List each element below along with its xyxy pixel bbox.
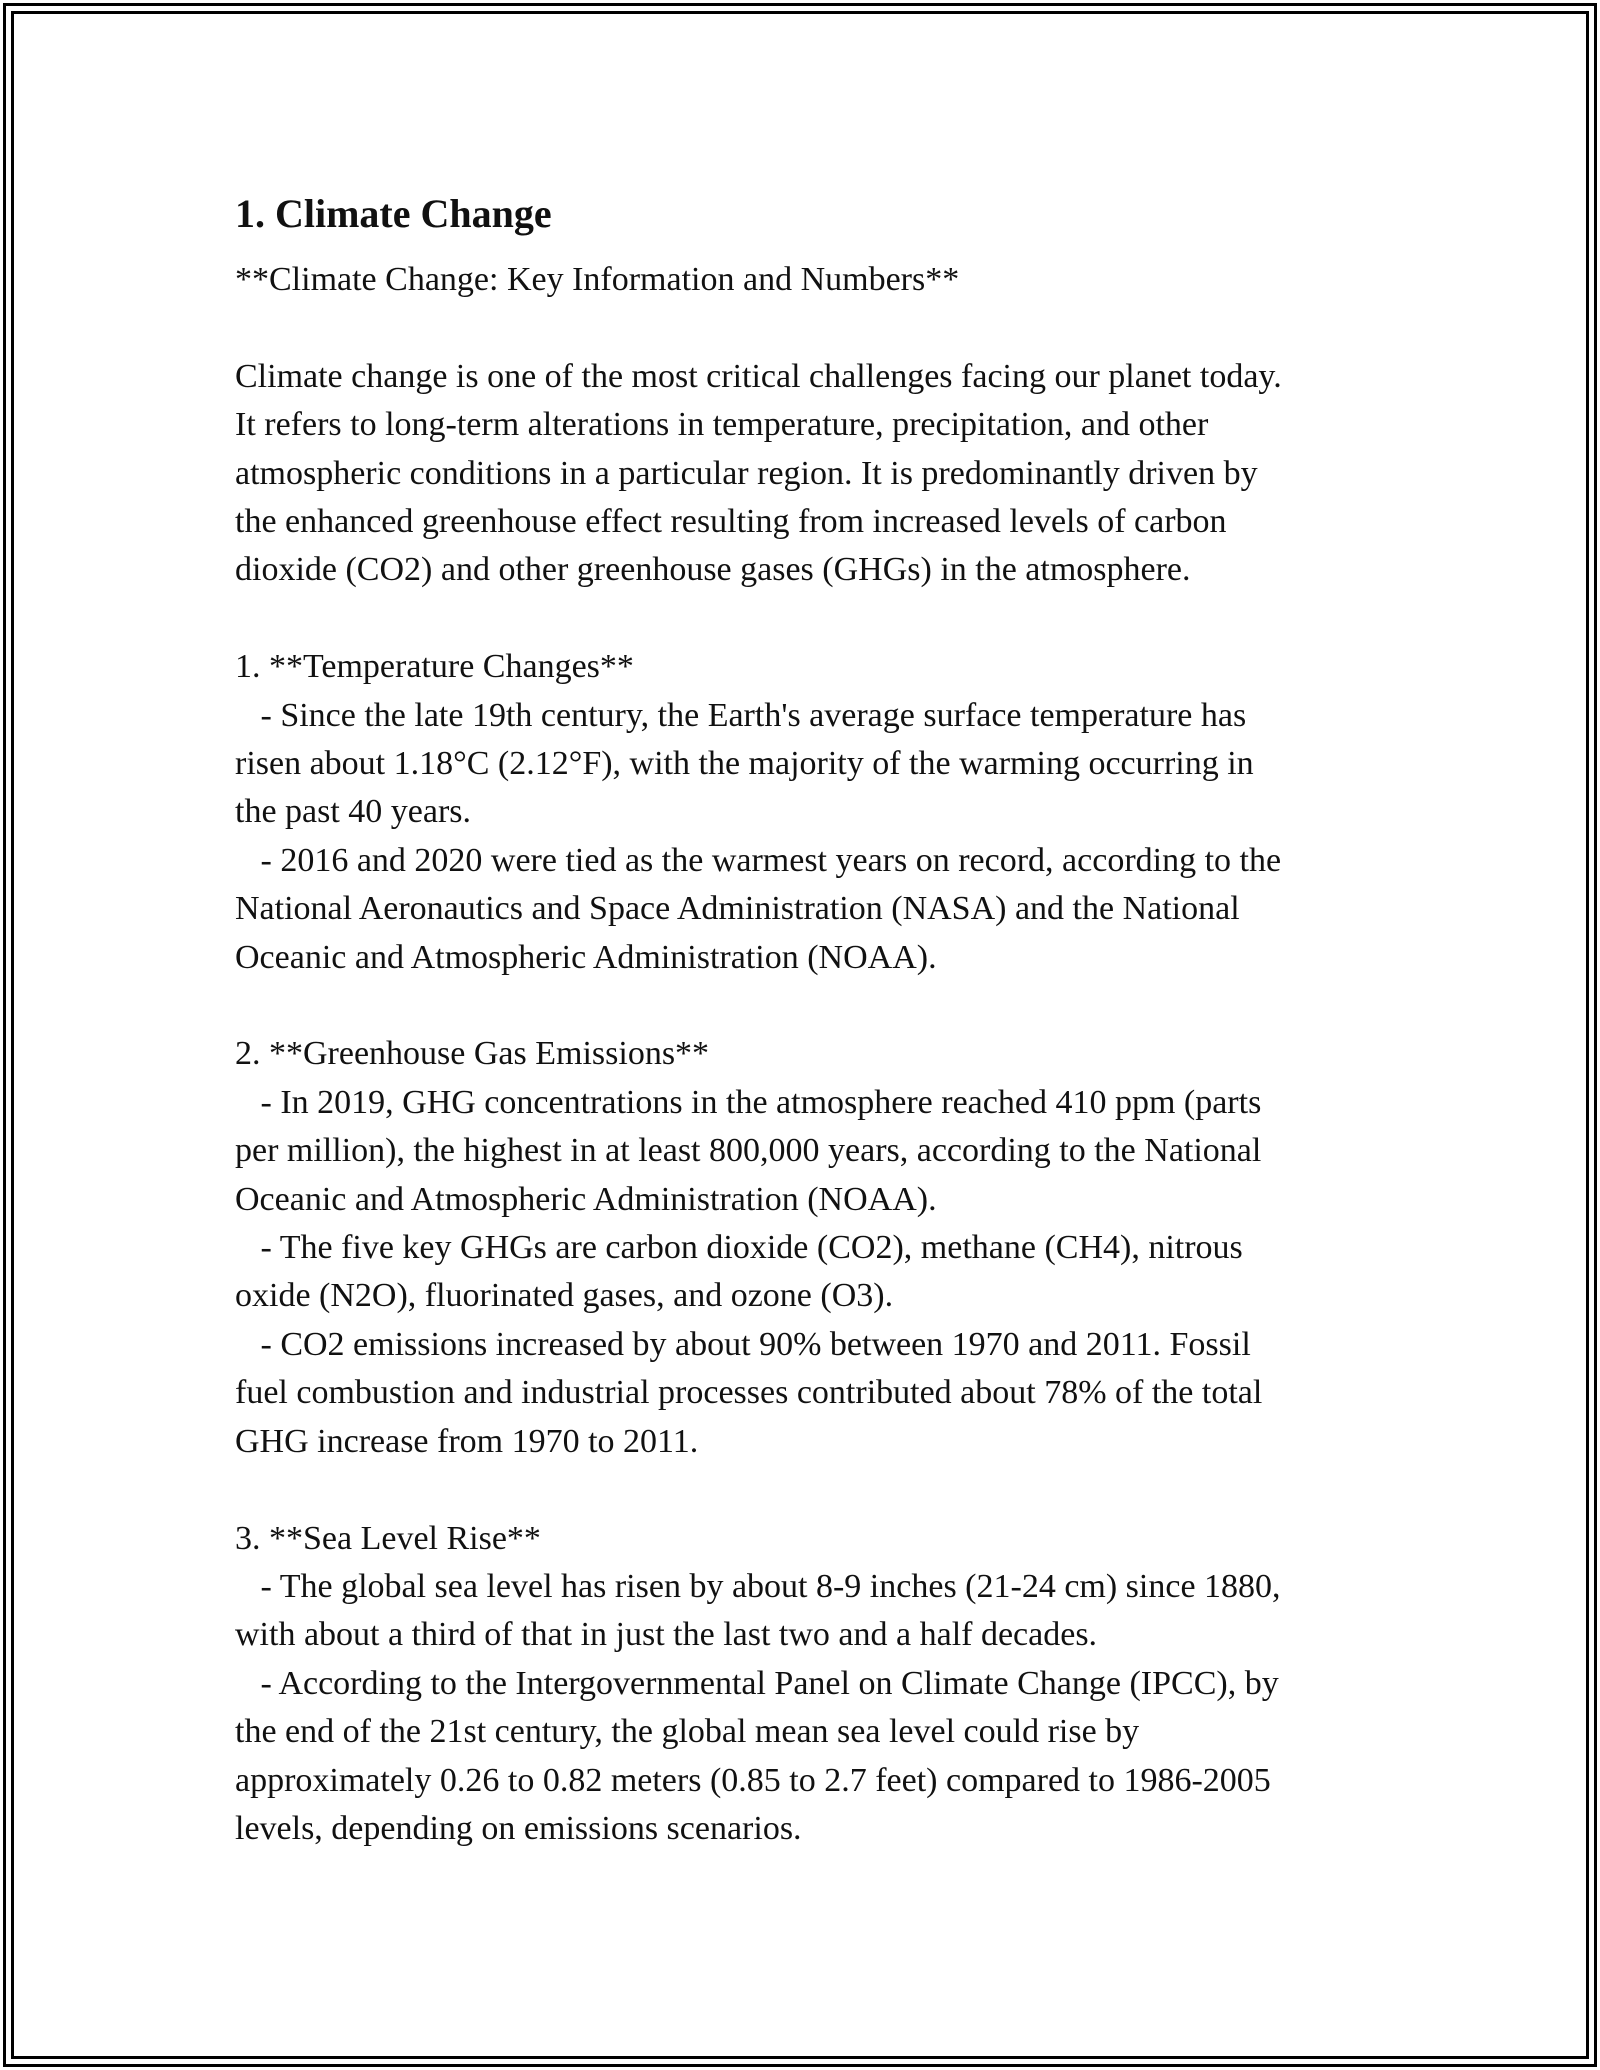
document-content [235, 186, 1385, 1853]
section-sea-level-rise [235, 1515, 1385, 1854]
section-line: approximately 0.26 to 0.82 meters (0.85 to 2.7 feet) compared to 1986-2005 [235, 1761, 1271, 1799]
intro-line: dioxide (CO2) and other greenhouse gases (GHGs) in the atmosphere. [235, 551, 1191, 589]
section-line: per million), the highest in at least 800,000 years, according to the National [235, 1132, 1262, 1170]
section-line: - CO2 emissions increased by about 90% between 1970 and 2011. Fossil [235, 1325, 1251, 1363]
blank-line [235, 595, 1385, 643]
blank-line [235, 982, 1385, 1030]
document-body [235, 256, 1385, 1853]
intro-line: the enhanced greenhouse effect resulting from increased levels of carbon [235, 503, 1227, 541]
section-line: fuel combustion and industrial processes contributed about 78% of the total [235, 1374, 1263, 1412]
blank-line [235, 1466, 1385, 1514]
section-greenhouse-gas-emissions [235, 1030, 1385, 1466]
section-line: - In 2019, GHG concentrations in the atmosphere reached 410 ppm (parts [235, 1083, 1262, 1121]
intro-line: Climate change is one of the most critical challenges facing our planet today. [235, 357, 1282, 395]
section-line: - Since the late 19th century, the Earth's average surface temperature has [235, 696, 1247, 734]
section-line: National Aeronautics and Space Administration (NASA) and the National [235, 890, 1240, 928]
section-line: - The global sea level has risen by about 8-9 inches (21-24 cm) since 1880, [235, 1567, 1281, 1605]
section-temperature-changes [235, 643, 1385, 982]
section-line: Oceanic and Atmospheric Administration (NOAA). [235, 938, 937, 976]
section-line: - According to the Intergovernmental Panel on Climate Change (IPCC), by [235, 1664, 1279, 1702]
document-subtitle: **Climate Change: Key Information and Numbers** [235, 261, 960, 298]
section-line: levels, depending on emissions scenarios. [235, 1809, 802, 1847]
document-title: 1. Climate Change [235, 191, 552, 236]
intro-line: It refers to long-term alterations in temperature, precipitation, and other [235, 406, 1209, 444]
section-line: the end of the 21st century, the global mean sea level could rise by [235, 1713, 1140, 1751]
section-line: GHG increase from 1970 to 2011. [235, 1422, 699, 1460]
intro-paragraph [235, 353, 1385, 595]
section-line: with about a third of that in just the last two and a half decades. [235, 1616, 1098, 1654]
section-line: risen about 1.18°C (2.12°F), with the majority of the warming occurring in [235, 745, 1254, 783]
section-line: - The five key GHGs are carbon dioxide (CO2), methane (CH4), nitrous [235, 1229, 1243, 1267]
section-line: oxide (N2O), fluorinated gases, and ozone (O3). [235, 1277, 894, 1315]
intro-line: atmospheric conditions in a particular region. It is predominantly driven by [235, 454, 1258, 492]
blank-line [235, 304, 1385, 352]
section-heading: 2. **Greenhouse Gas Emissions** [235, 1035, 710, 1073]
section-line: Oceanic and Atmospheric Administration (NOAA). [235, 1180, 937, 1218]
section-line: the past 40 years. [235, 793, 472, 831]
section-heading: 3. **Sea Level Rise** [235, 1519, 541, 1557]
section-line: - 2016 and 2020 were tied as the warmest years on record, according to the [235, 841, 1282, 879]
section-heading: 1. **Temperature Changes** [235, 648, 634, 686]
